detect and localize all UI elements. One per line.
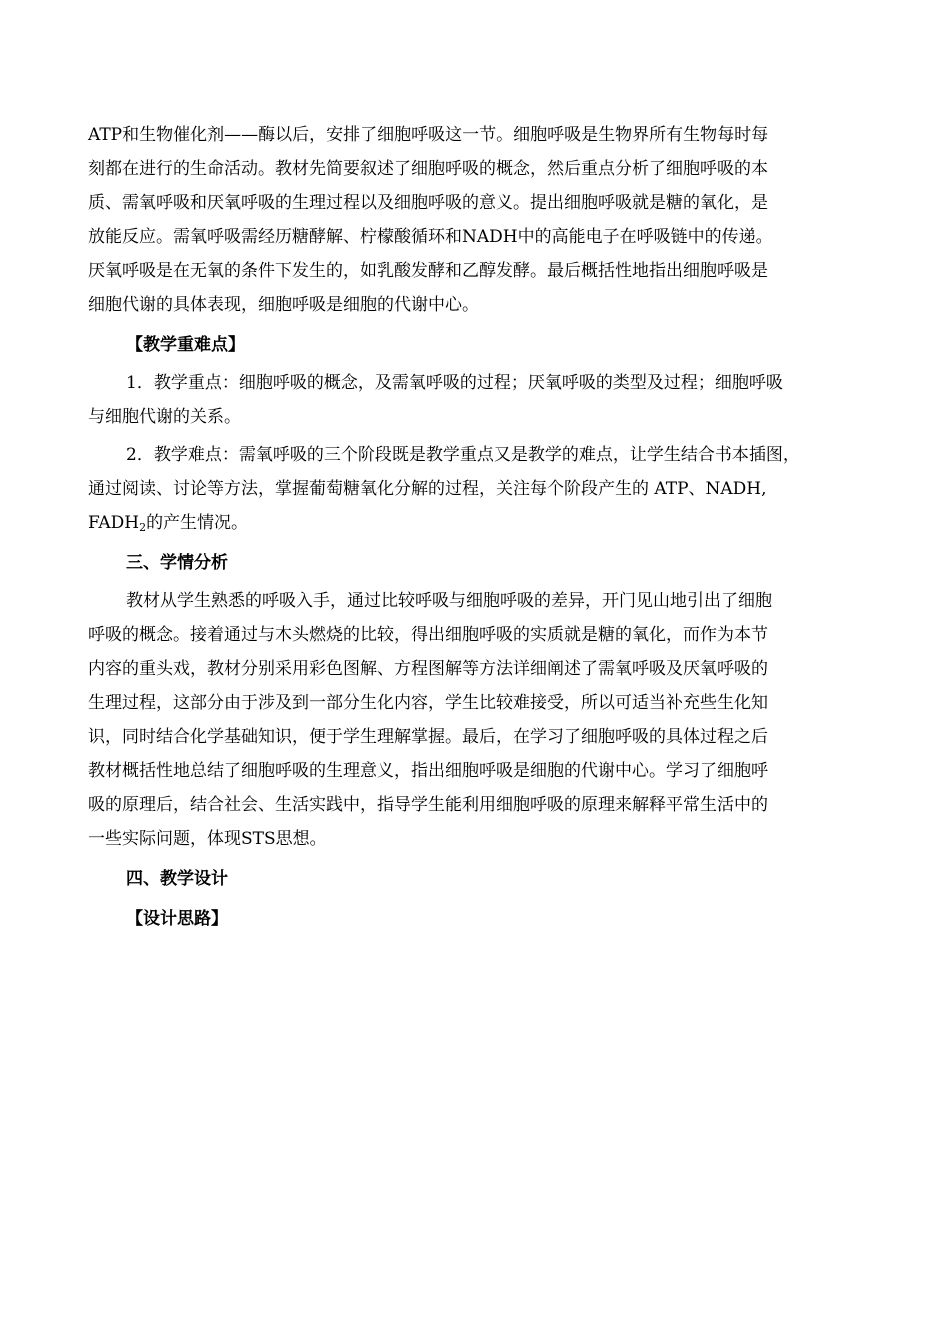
heading-design-thinking: 【设计思路】 (126, 909, 228, 929)
key-point-1: 1．教学重点：细胞呼吸的概念，及需氧呼吸的过程；厌氧呼吸的类型及过程；细胞呼吸 与细胞代谢的关系。 (88, 373, 783, 427)
fadh-label: FADH (88, 513, 140, 533)
paragraph-student-analysis: 教材从学生熟悉的呼吸入手，通过比较呼吸与细胞呼吸的差异，开门见山地引出了细胞 呼吸的概念。接着通过与木头燃烧的比较，得出细胞呼吸的实质就是糖的氧化，而作为本节 内容的重头戏，教材分别采用彩色图解、方程图解等方法详细阐述了需氧呼吸及厌氧呼吸的 生理过程，这部分由于涉及到一部分生化内容，学生比较难接受，所以可适当补充些生化知 识，同时结合化学基础知识，便于学生理解掌握。最后，在学习了细胞呼吸的具体过程之后 教材概括性地总结了细胞呼吸的生理意义，指出细胞呼吸是细胞的代谢中心。学习了细胞呼 吸的原理后，结合社会、生活实践中，指导学生能利用细胞呼吸的原理来解释平常生活中的 一些实际问题，体现STS思想。 (88, 591, 772, 849)
heading-key-difficult-points: 【教学重难点】 (126, 335, 245, 355)
key-point-2-text: 2．教学难点：需氧呼吸的三个阶段既是教学重点又是教学的难点，让学生结合书本插图， 通过阅读、讨论等方法，掌握葡萄糖氧化分解的过程，关注每个阶段产生的 ATP、NADH, (88, 445, 800, 499)
key-point-2 (88, 438, 866, 540)
document-body (88, 118, 866, 936)
fadh-subscript: 2 (139, 521, 147, 534)
heading-teaching-design: 四、教学设计 (126, 869, 228, 889)
key-point-2-end: 的产生情况。 (146, 513, 249, 533)
heading-student-analysis: 三、学情分析 (126, 553, 228, 573)
paragraph-textbook-analysis: ATP和生物催化剂——酶以后，安排了细胞呼吸这一节。细胞呼吸是生物界所有生物每时每 刻都在进行的生命活动。教材先简要叙述了细胞呼吸的概念，然后重点分析了细胞呼吸的本 质、需氧呼吸和厌氧呼吸的生理过程以及细胞呼吸的意义。提出细胞呼吸就是糖的氧化，是 放能反应。需氧呼吸需经历糖酵解、柠檬酸循环和NADH中的高能电子在呼吸链中的传递。 厌氧呼吸是在无氧的条件下发生的，如乳酸发酵和乙醇发酵。最后概括性地指出细胞呼吸是 细胞代谢的具体表现，细胞呼吸是细胞的代谢中心。 (88, 125, 773, 315)
